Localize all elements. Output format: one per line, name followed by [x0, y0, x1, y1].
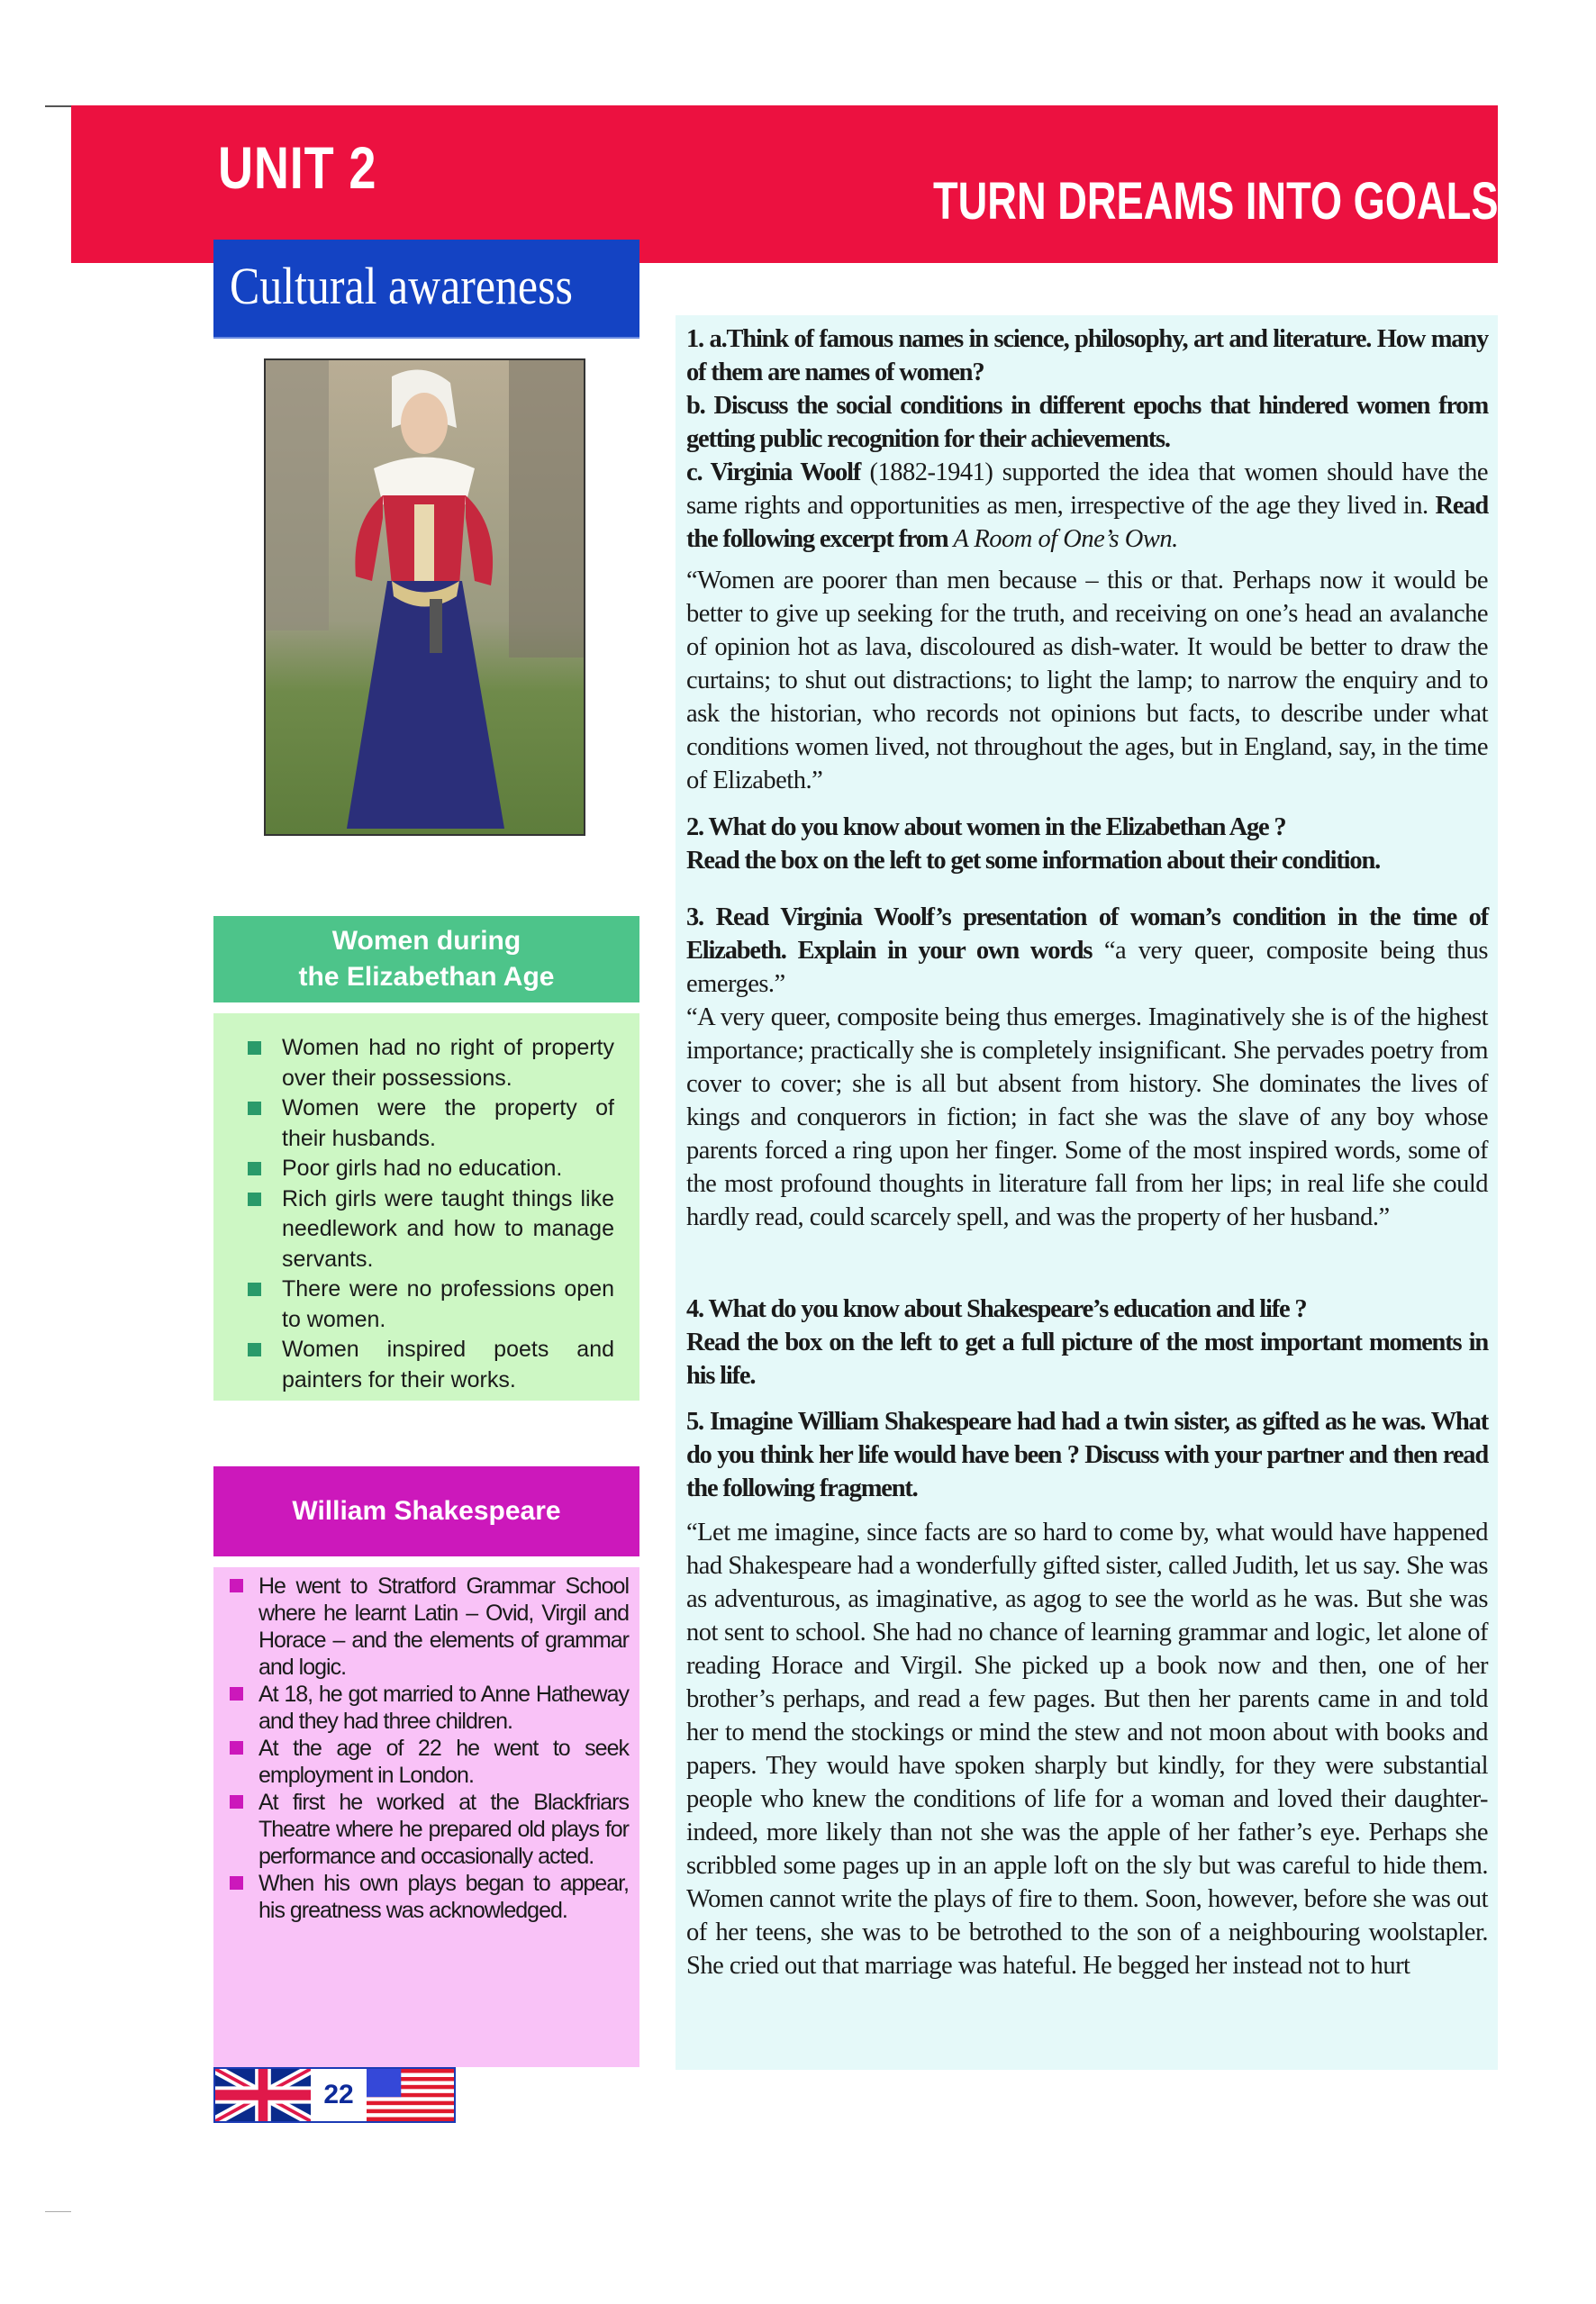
exercise-3: [686, 901, 1488, 1234]
list-item-text: Women inspired poets and painters for their works.: [282, 1337, 614, 1392]
exercise-3-phrase: “a very queer, composite being thus emerges.”: [686, 937, 1488, 998]
list-item-text: Women had no right of property over their possessions.: [282, 1035, 614, 1091]
list-item: [248, 1184, 614, 1275]
exercise-1: [686, 322, 1488, 556]
section-heading: [213, 240, 639, 339]
women-box-header: [213, 916, 639, 1002]
list-item-text: He went to Stratford Grammar School where he learnt Latin – Ovid, Virgil and Horace – and the elements of grammar and logic.: [258, 1574, 629, 1680]
unit-title: TURN DREAMS INTO GOALS: [932, 172, 1498, 231]
square-bullet-icon: [248, 1193, 261, 1206]
list-item: [230, 1789, 629, 1870]
square-bullet-icon: [230, 1687, 243, 1701]
crop-mark: [45, 2211, 71, 2212]
list-item-text: There were no professions open to women.: [282, 1276, 614, 1332]
list-item: [248, 1093, 614, 1154]
exercise-4-instruction: Read the box on the left to get a full picture of the most important moments in his life.: [686, 1329, 1488, 1390]
women-box-title-line1: Women during: [331, 926, 521, 956]
exercise-2-instruction: Read the box on the left to get some information about their condition.: [686, 847, 1381, 875]
shakespeare-box-header: [213, 1466, 639, 1556]
quote-shakespeares-sister: “Let me imagine, since facts are so hard to come by, what would have happened had Shakespeare had a wonderfully gifted sister, called Judith, let us say. She was as adventurous, as imaginative, as agog to see the world as he was. But she was not sent to school. She had no chance of learning grammar and logic, let alone of reading Horace and Virgil. She picked up a book now and then, one of her brother’s perhaps, and read a few pages. But then her parents came in and told her to mend the stockings or mind the stew and not moon about with books and papers. They would have spoken sharply but kindly, for they were substantial people who knew the conditions of life for a woman and loved their daughter-indeed, more likely than not she was the apple of her father’s eye. Perhaps she scribbled some pages up in an apple loft on the sly but was careful to hide them. Women cannot write the plays of fire to them. Soon, however, before she was out of her teens, she was to be betrothed to the son of a neighbouring woolstapler. She cried out that marriage was hateful. He begged her instead not to hurt: [686, 1519, 1488, 1980]
exercise-4-question: 4. What do you know about Shakespeare’s education and life ?: [686, 1295, 1307, 1323]
women-box-title-line2: the Elizabethan Age: [298, 962, 555, 992]
quote-queer-composite-being: “A very queer, composite being thus emerges. Imaginatively she is of the highest importance; practically she is completely insignificant. She pervades poetry from cover to cover; she is all but absent from history. She dominates the lives of kings and conquerors in fiction; in fact she was the slave of any boy whose parents forced a ring upon her finger. Some of the most inspired words, some of the most profound thoughts in literature fall from her lips; in real life she could hardly read, could scarcely spell, and was the property of her husband.”: [686, 1003, 1488, 1231]
square-bullet-icon: [248, 1102, 261, 1115]
crop-mark: [45, 105, 71, 107]
exercise-1c-text: (1882-1941) supported the idea that women should have the same rights and opportunities as men, irrespective of the age they lived in.: [686, 458, 1488, 520]
square-bullet-icon: [248, 1283, 261, 1296]
list-item-text: At 18, he got married to Anne Hatheway and they had three children.: [258, 1682, 629, 1734]
square-bullet-icon: [230, 1579, 243, 1592]
square-bullet-icon: [248, 1343, 261, 1356]
list-item-text: At first he worked at the Blackfriars Theatre where he prepared old plays for performance and occasionally acted.: [258, 1790, 629, 1869]
elizabethan-woman-photo: [264, 358, 585, 836]
list-item-text: When his own plays began to appear, his greatness was acknowledged.: [258, 1871, 629, 1923]
square-bullet-icon: [248, 1162, 261, 1175]
list-item-text: Rich girls were taught things like needlework and how to manage servants.: [282, 1185, 614, 1272]
uk-flag-icon: [215, 2069, 311, 2121]
exercise-3-question: 3. Read Virginia Woolf’s presentation of woman’s condition in the time of Elizabeth. Explain in your own words: [686, 903, 1488, 965]
exercise-1b: b. Discuss the social conditions in different epochs that hindered women from getting public recognition for their achievements.: [686, 392, 1488, 453]
exercise-4: [686, 1293, 1488, 1392]
exercise-1c-label: c. Virginia Woolf: [686, 458, 861, 486]
exercise-1a: 1. a.Think of famous names in science, philosophy, art and literature. How many of them are names of women?: [686, 325, 1488, 386]
us-flag-icon: [367, 2069, 454, 2121]
exercise-2: [686, 811, 1488, 877]
square-bullet-icon: [230, 1876, 243, 1890]
women-box: [213, 1013, 639, 1401]
exercise-2-question: 2. What do you know about women in the Elizabethan Age ?: [686, 813, 1286, 841]
list-item-text: Poor girls had no education.: [282, 1156, 563, 1181]
square-bullet-icon: [248, 1041, 261, 1055]
list-item: [248, 1033, 614, 1093]
shakespeare-box-title: William Shakespeare: [292, 1496, 561, 1526]
square-bullet-icon: [230, 1795, 243, 1809]
exercise-5: 5. Imagine William Shakespeare had had a twin sister, as gifted as he was. What do you think her life would have been ? Discuss with your partner and then read the following fragment.: [686, 1408, 1488, 1502]
shakespeare-box: [213, 1567, 639, 2067]
list-item-text: At the age of 22 he went to seek employment in London.: [258, 1736, 629, 1788]
page-number-badge: [213, 2067, 456, 2123]
list-item: [248, 1274, 614, 1335]
unit-label: UNIT 2: [218, 134, 377, 201]
list-item: [230, 1870, 629, 1924]
section-heading-text: Cultural awareness: [230, 257, 573, 315]
book-title: A Room of One’s Own.: [953, 525, 1178, 553]
list-item: [230, 1573, 629, 1681]
list-item: [248, 1335, 614, 1395]
list-item-text: Women were the property of their husbands.: [282, 1095, 614, 1151]
list-item: [230, 1735, 629, 1789]
square-bullet-icon: [230, 1741, 243, 1755]
list-item: [248, 1154, 614, 1184]
exercises-panel: [676, 315, 1498, 2070]
list-item: [230, 1681, 629, 1735]
exercise-1c-instruction: Read the following excerpt from: [686, 492, 1488, 553]
quote-room-of-ones-own: “Women are poorer than men because – this or that. Perhaps now it would be better to give up seeking for the truth, and receiving on one’s head an avalanche of opinion hot as lava, discoloured as dish-water. It would be better to draw the curtains; to shut out distractions; to light the lamp; to narrow the enquiry and to ask the historian, who records not opinions but facts, to describe under what conditions women lived, not throughout the ages, but in England, say, in the time of Elizabeth.”: [686, 567, 1488, 794]
page-number: 22: [323, 2080, 354, 2109]
